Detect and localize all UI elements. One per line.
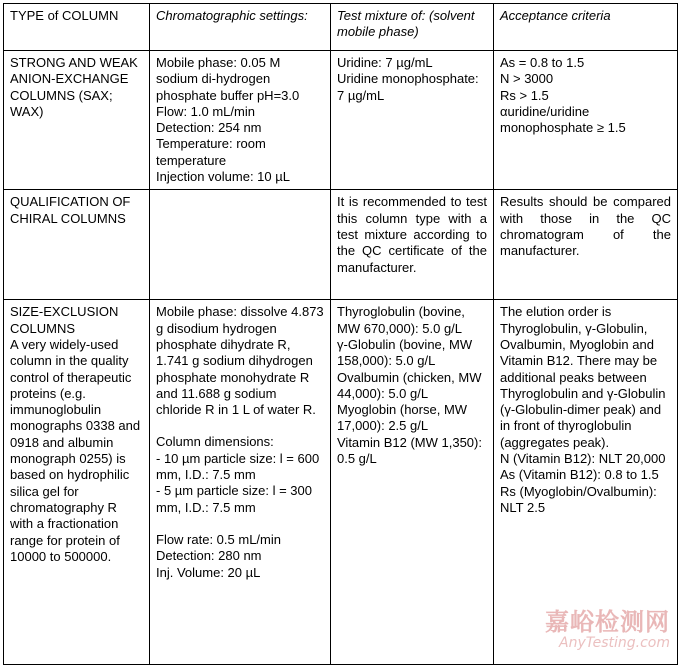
settings-line: Flow: 1.0 mL/min (156, 103, 255, 119)
cell-mixture-size-exclusion (331, 300, 494, 665)
cell-settings-anion (150, 51, 331, 190)
row-chiral (4, 190, 678, 300)
settings-line: Mobile phase: 0.05 M sodium di-hydrogen phosphate buffer pH=3.0 (156, 55, 300, 103)
qualification-table (3, 3, 678, 665)
settings-mobile-phase: Mobile phase: dissolve 4.873 g disodium hydrogen phosphate dihydrate R, 1.741 g sodium dihydrogen phosphate monohydrate R and 11.688 g sodium chloride R in 1 L of water R. (156, 304, 328, 418)
settings-dim-5um: - 5 µm particle size: l = 300 mm, I.D.: 7.5 mm (156, 483, 316, 515)
mixture-chiral-text: It is recommended to test this column type with a test mixture according to the QC certificate of the manufacturer. (337, 194, 487, 275)
settings-flow-rate: Flow rate: 0.5 mL/min (156, 531, 281, 547)
criteria-as: As = 0.8 to 1.5 (500, 55, 585, 70)
cell-settings-size-exclusion (150, 300, 331, 665)
cell-criteria-chiral (494, 190, 678, 300)
cell-type-chiral (4, 190, 150, 300)
criteria-alpha: αuridine/uridine monophosphate ≥ 1.5 (500, 103, 626, 136)
mixture-gamma-globulin: γ-Globulin (bovine, MW 158,000): 5.0 g/L (337, 336, 476, 369)
cell-type-anion (4, 51, 150, 190)
criteria-as-vitamin-b12: As (Vitamin B12): 0.8 to 1.5 (500, 467, 659, 483)
cell-type-size-exclusion (4, 300, 150, 665)
row-anion-exchange (4, 51, 678, 190)
settings-dimensions: Column dimensions: (156, 434, 274, 450)
settings-detection: Detection: 280 nm (156, 548, 262, 564)
criteria-elution-order: The elution order is Thyroglobulin, γ-Globulin, Ovalbumin, Myoglobin and Vitamin B12. There may be additional peaks between Thyroglobulin and γ-Globulin (γ-Globulin-dimer peak) and in front of thyroglobulin (aggregates peak). (500, 304, 670, 450)
header-test-mixture: Test mixture of: (solvent mobile phase) (331, 4, 494, 51)
watermark-en: AnyTesting.com (559, 635, 670, 651)
header-chromatographic-settings: Chromatographic settings: (150, 4, 331, 51)
cell-settings-chiral (150, 190, 331, 300)
mixture-myoglobin: Myoglobin (horse, MW 17,000): 2.5 g/L (337, 402, 471, 434)
settings-line: Injection volume: 10 µL (156, 169, 290, 185)
settings-inj-volume: Inj. Volume: 20 µL (156, 564, 261, 580)
cell-criteria-anion (494, 51, 678, 190)
type-sec-label: SIZE-EXCLUSION COLUMNS (10, 304, 122, 336)
criteria-n: N > 3000 (500, 71, 554, 87)
header-row (4, 4, 678, 51)
type-sec-note: A very widely-used column in the quality control of therapeutic proteins (e.g. immunoglobulin monographs 0338 and 0918 and albumin monograph 0255) is based on hydrophilic silica gel for chromatography R with a fractionation range for protein of 10000 to 500000. (10, 336, 144, 564)
mixture-line: Uridine monophosphate: 7 µg/mL (337, 71, 483, 103)
cell-mixture-anion (331, 51, 494, 190)
criteria-chiral-text: Results should be compared with those in the QC chromatogram of the manufacturer. (500, 194, 671, 259)
watermark-cn: 嘉峪检测网 (545, 608, 670, 636)
settings-line: Detection: 254 nm (156, 120, 262, 136)
settings-dim-10um: - 10 µm particle size: l = 600 mm, I.D.: 7.5 mm (156, 450, 323, 483)
type-anion-label: STRONG AND WEAK ANION-EXCHANGE COLUMNS (SAX; WAX) (10, 55, 141, 119)
criteria-rs-myoglobin: Rs (Myoglobin/Ovalbumin): NLT 2.5 (500, 483, 661, 515)
cell-mixture-chiral (331, 190, 494, 300)
header-type-of-column: TYPE of COLUMN (4, 4, 150, 51)
mixture-line: Uridine: 7 µg/mL (337, 55, 433, 70)
settings-line: Temperature: room temperature (156, 136, 270, 168)
criteria-n-vitamin-b12: N (Vitamin B12): NLT 20,000 (500, 451, 666, 467)
mixture-thyroglobulin: Thyroglobulin (bovine, MW 670,000): 5.0 g/L (337, 304, 469, 336)
mixture-ovalbumin: Ovalbumin (chicken, MW 44,000): 5.0 g/L (337, 369, 486, 401)
mixture-vitamin-b12: Vitamin B12 (MW 1,350): 0.5 g/L (337, 434, 486, 467)
type-chiral-label: QUALIFICATION OF CHIRAL COLUMNS (10, 194, 135, 226)
criteria-rs: Rs > 1.5 (500, 87, 549, 103)
watermark (545, 602, 670, 651)
header-acceptance-criteria: Acceptance criteria (494, 4, 678, 51)
